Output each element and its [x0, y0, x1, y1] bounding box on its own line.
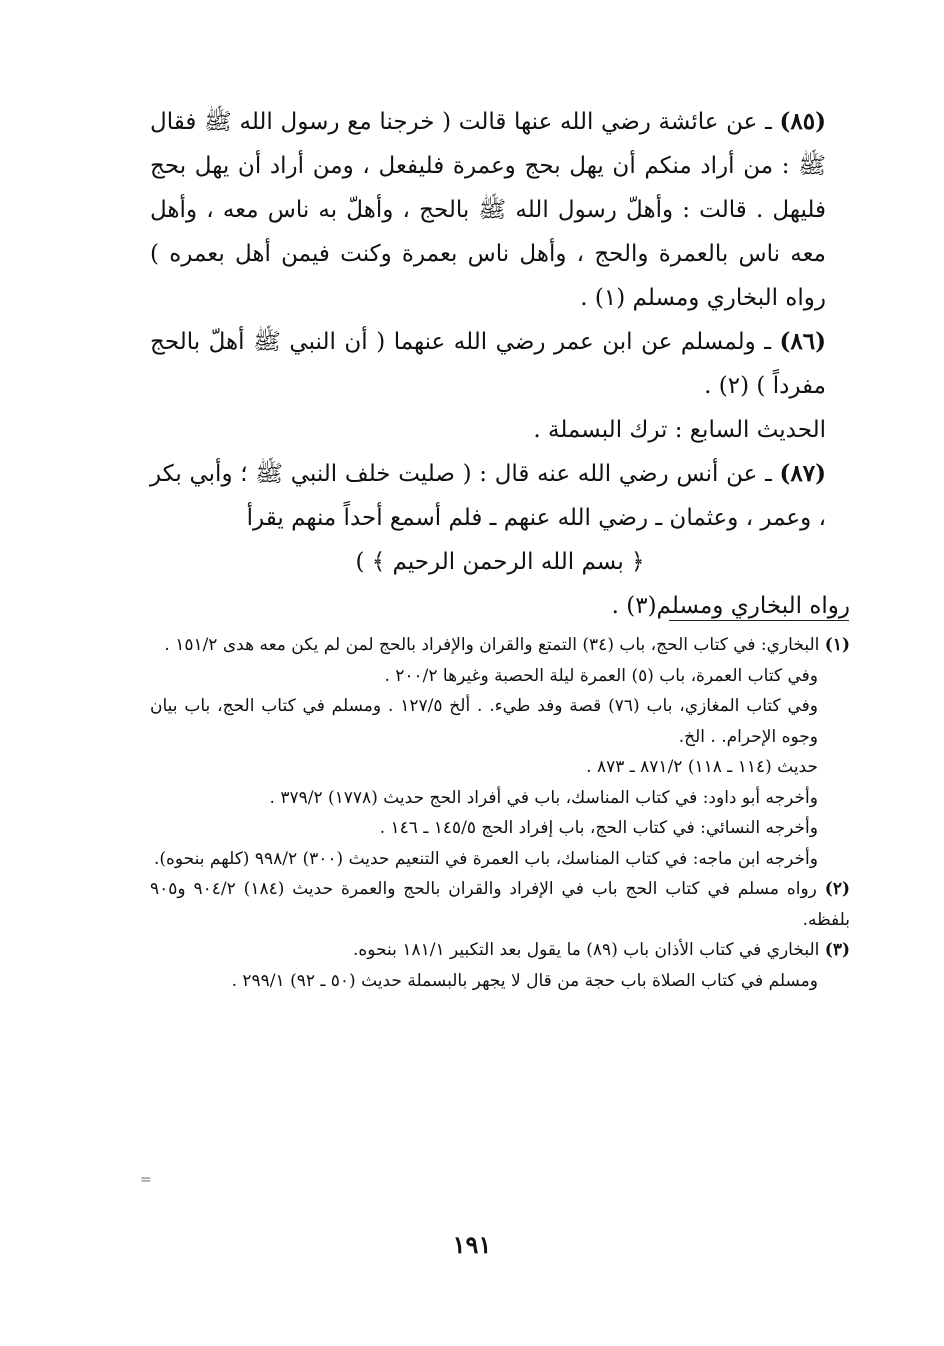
footnote-3-line	[150, 966, 850, 997]
main-text	[150, 100, 850, 628]
hadith-86	[150, 320, 850, 408]
hadith-text: ـ ولمسلم عن ابن عمر رضي الله عنهما ( أن النبي ﷺ أهلّ بالحج مفرداً ) (٢) .	[150, 329, 826, 399]
hadith-87	[150, 452, 850, 540]
footnote-text: ومسلم في كتاب الصلاة باب حجة من قال لا يجهر بالبسملة حديث (٥٠ ـ ٩٢) ٢٩٩/١ .	[231, 970, 818, 991]
footnote-text: وأخرجه أبو داود: في كتاب المناسك، باب في أفراد الحج حديث (١٧٧٨) ٣٧٩/٢ .	[269, 787, 818, 808]
footnote-text: وفي كتاب العمرة، باب (٥) العمرة ليلة الحصبة وغيرها ٢٠٠/٢ .	[384, 665, 818, 686]
side-mark: =	[140, 1172, 152, 1188]
footnote-2	[150, 874, 850, 935]
basmala-text: ﴿ بسم الله الرحمن الرحيم ﴾ )	[355, 549, 645, 575]
footnotes	[150, 630, 850, 996]
footnote-3	[150, 935, 850, 966]
hadith-text: ـ عن عائشة رضي الله عنها قالت ( خرجنا مع رسول الله ﷺ فقال ﷺ : من أراد منكم أن يهل بحج وعمرة فليفعل ، ومن أراد أن يهل بحج فليهل . قالت : وأهلّ رسول الله ﷺ بالحج ، وأهلّ به ناس معه ، وأهل معه ناس بالعمرة والحج ، وأهل ناس بعمرة وكنت فيمن أهل بعمره ) رواه البخاري ومسلم (١) .	[150, 109, 826, 311]
hadith-85	[150, 100, 850, 320]
page-number: ١٩١	[452, 1230, 492, 1259]
footnote-text: وأخرجه النسائي: في كتاب الحج، باب إفراد الحج ١٤٥/٥ ـ ١٤٦ .	[379, 818, 818, 838]
footnote-divider	[669, 620, 849, 621]
footnote-text: وأخرجه ابن ماجه: في كتاب المناسك، باب العمرة في التنعيم حديث (٣٠٠) ٩٩٨/٢ (كلهم بنحوه).	[153, 848, 818, 869]
narration-line	[150, 584, 850, 628]
hadith-number: (٨٧)	[779, 460, 826, 487]
footnote-text: البخاري: في كتاب الحج، باب (٣٤) التمتع والقران والإفراد بالحج لمن لم يكن معه هدى ١٥١/٢ .	[164, 635, 825, 655]
section-heading	[150, 408, 850, 452]
hadith-text: ـ عن أنس رضي الله عنه قال : ( صليت خلف النبي ﷺ ؛ وأبي بكر ، وعمر ، وعثمان ـ رضي الله عنهم ـ فلم أسمع أحداً منهم يقرأ	[150, 461, 826, 531]
footnote-text: رواه مسلم في كتاب الحج باب في الإفراد والقران بالحج والعمرة حديث (١٨٤) ٩٠٤/٢ و٩٠٥ بلفظه.	[150, 879, 850, 930]
footnote-1-line	[150, 691, 850, 752]
basmala-line	[150, 540, 850, 584]
footnote-number: (١)	[824, 635, 850, 655]
footnote-number: (٣)	[824, 940, 850, 960]
section-heading-text: الحديث السابع : ترك البسملة .	[533, 417, 826, 443]
footnote-1-line	[150, 844, 850, 875]
footnote-1-line	[150, 752, 850, 783]
footnote-number: (٢)	[824, 879, 850, 899]
hadith-number: (٨٦)	[779, 328, 826, 355]
footnote-1-line	[150, 783, 850, 814]
footnote-text: حديث (١١٤ ـ ١١٨) ٨٧١/٢ ـ ٨٧٣ .	[586, 757, 818, 777]
footnote-1	[150, 630, 850, 661]
narration-text: رواه البخاري ومسلم(٣) .	[611, 593, 850, 619]
footnote-text: البخاري في كتاب الأذان باب (٨٩) ما يقول بعد التكبير ١٨١/١ بنحوه.	[352, 940, 825, 960]
footnote-1-line	[150, 813, 850, 844]
footnote-1-line	[150, 661, 850, 692]
footnote-text: وفي كتاب المغازي، باب (٧٦) قصة وفد طيء. . ألخ ١٢٧/٥ . ومسلم في كتاب الحج، باب بيان وجوه الإحرام. . الخ.	[150, 696, 818, 747]
hadith-number: (٨٥)	[779, 108, 826, 135]
